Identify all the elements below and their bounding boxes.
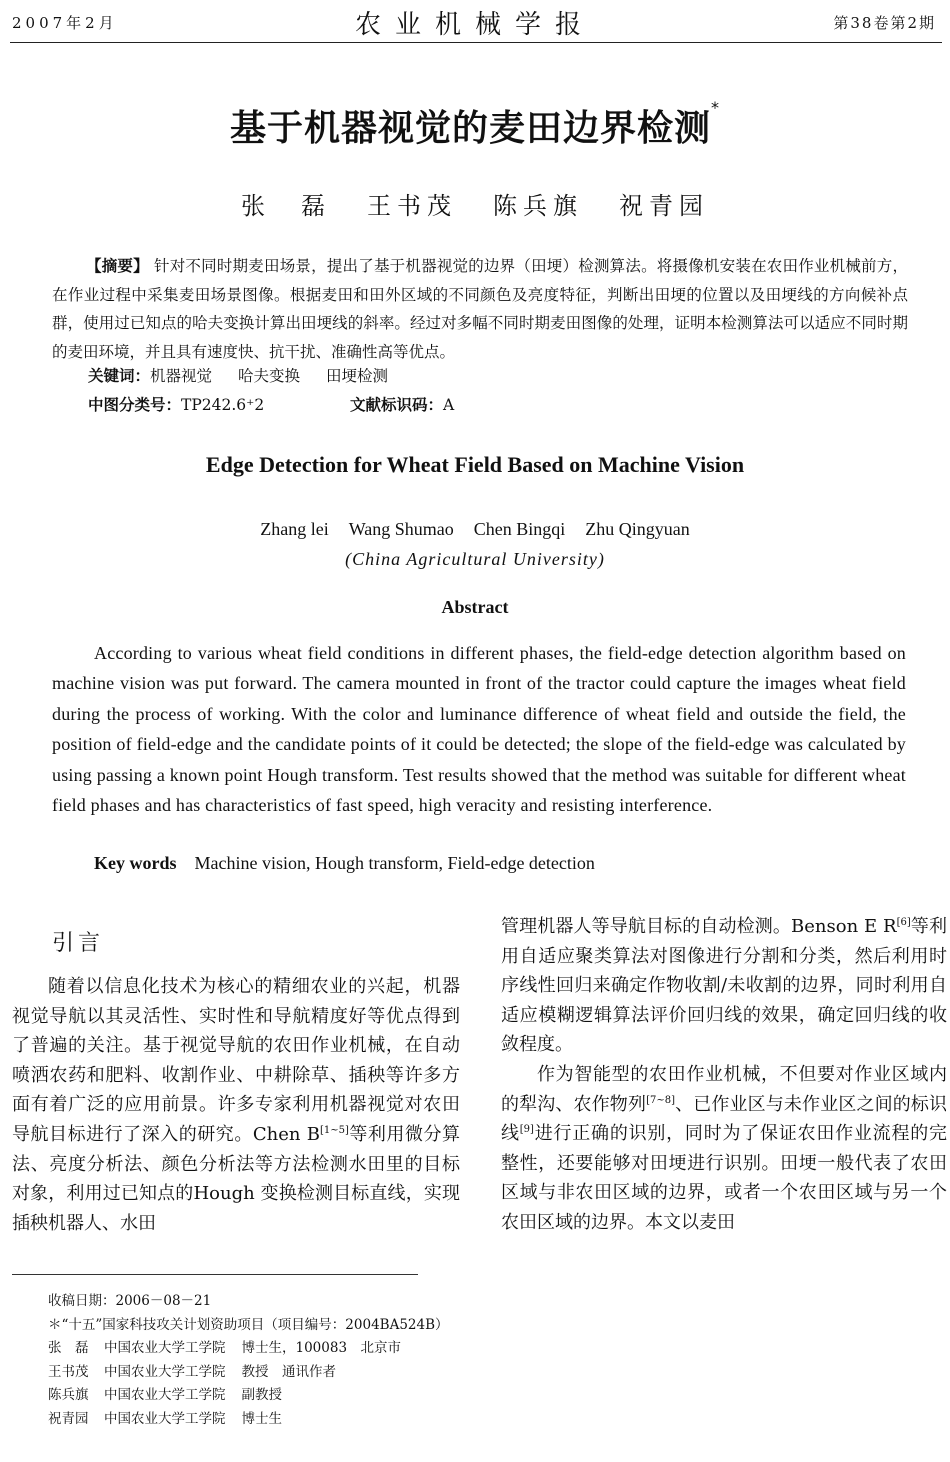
abstract-cn-text: 针对不同时期麦田场景，提出了基于机器视觉的边界（田埂）检测算法。将摄像机安装在农田作业机械前方，在作业过程中采集麦田场景图像。根据麦田和田外区域的不同颜色及亮度特征，判断出田埂的位置以及田埂线的方向候补点群，使用过已知点的哈夫变换计算出田埂线的斜率。经过对多幅不同时期麦田图像的处理，证明本检测算法可以适应不同时期的麦田环境，并且具有速度快、抗干扰、准确性高等优点。 (52, 257, 908, 361)
citation-ref: [6] (896, 917, 911, 928)
intro-paragraph-1-cont (501, 912, 947, 1060)
author-cn-2: 王书茂 (367, 192, 457, 220)
author-note-name: 王书茂 (48, 1363, 89, 1380)
author-note-org: 中国农业大学工学院 (104, 1340, 226, 1356)
author-note-org: 中国农业大学工学院 (104, 1387, 226, 1403)
keyword-cn-3: 田埂检测 (326, 367, 389, 385)
classification-line (88, 393, 455, 415)
abstract-en-text: According to various wheat field conditions in different phases, the field-edge detection algorithm based on machine vision was put forward. The camera mounted in front of the tractor could capture the images wheat field during the process of working. With the color and luminance difference of wheat field and outside the field, the position of field-edge and the candidate points of it could be detected; the slope of the field-edge was calculated by using passing a known point Hough transform. Test results showed that the method was suitable for different wheat field phases and has characteristics of fast speed, high veracity and resisting interference. (52, 643, 906, 816)
intro-p1-cont-text-b: 等利用自适应聚类算法对图像进行分割和分类，然后利用时序线性回归来确定作物收割/未收割的边界，同时利用自适应模糊逻辑算法评价回归线的效果，确定回归线的收敛程度。 (501, 916, 948, 1056)
author-note (48, 1384, 449, 1408)
intro-p1-cont-text-a: 管理机器人等导航目标的自动检测。Benson E R (501, 916, 897, 937)
header-volume: 第38卷第2期 (833, 14, 936, 32)
intro-paragraph-2 (501, 1060, 947, 1238)
author-en-3: Chen Bingqi (473, 519, 566, 539)
intro-p2-text-b: 、已作业区与未作业区之间的标识线 (501, 1093, 948, 1145)
author-en-1: Zhang lei (260, 519, 329, 539)
author-note-title: 博士生，100083 北京市 (241, 1340, 402, 1356)
intro-p1-text-a: 随着以信息化技术为核心的精细农业的兴起，机器视觉导航以其灵活性、实时性和导航精度好等优点得到了普遍的关注。基于视觉导航的农田作业机械，在自动喷洒农药和肥料、收割作业、中耕除草、插秧等许多方面有着广泛的应用前景。许多专家利用机器视觉对农田导航目标进行了深入的研究。Chen B (12, 976, 460, 1145)
classification-value: TP242.6⁺2 (181, 396, 265, 414)
author-cn-4: 祝青园 (619, 192, 709, 220)
abstract-en-heading: Abstract (441, 597, 509, 617)
author-en-4: Zhu Qingyuan (585, 519, 690, 539)
section-heading-intro: 引言 (52, 931, 105, 956)
keywords-cn (88, 364, 388, 386)
title-footnote-mark: * (711, 98, 720, 117)
paper-title-text: 基于机器视觉的麦田边界检测 (229, 108, 711, 149)
author-note-name: 陈兵旗 (48, 1387, 89, 1403)
citation-ref: [7~8] (646, 1094, 675, 1106)
received-date: 收稿日期：2006－08－21 (48, 1293, 212, 1309)
keywords-en (94, 853, 595, 874)
intro-p2-text-c: 进行正确的识别，同时为了保证农田作业流程的完整性，还要能够对田埂进行识别。田埂一般代表了农田区域与非农田区域的边界，或者一个农田区域与另一个农田区域的边界。本文以麦田 (501, 1123, 948, 1233)
authors-en (0, 519, 950, 540)
keyword-cn-2: 哈夫变换 (238, 367, 301, 385)
author-note-org: 中国农业大学工学院 (104, 1410, 226, 1427)
citation-ref: [1~5] (319, 1124, 349, 1136)
author-note-title: 博士生 (241, 1410, 282, 1427)
body-column-left (12, 972, 460, 1238)
doc-code (350, 393, 454, 415)
author-cn-1: 张 磊 (241, 192, 331, 220)
footnote-rule (12, 1274, 418, 1275)
author-note-title: 副教授 (241, 1387, 282, 1403)
citation-ref: [9] (519, 1124, 534, 1136)
authors-cn (0, 186, 950, 221)
footnotes (48, 1290, 449, 1431)
abstract-cn (52, 252, 908, 366)
author-note-name: 张 磊 (48, 1340, 89, 1356)
header-date: 2007年2月 (12, 14, 118, 32)
doc-code-label: 文献标识码： (350, 396, 444, 414)
author-en-2: Wang Shumao (348, 519, 454, 539)
affiliation-en: (China Agricultural University) (345, 549, 605, 569)
keywords-cn-label: 关键词： (88, 367, 151, 385)
abstract-cn-label: 【摘要】 (86, 257, 149, 275)
keywords-en-label: Key words (94, 853, 177, 873)
author-note (48, 1361, 449, 1385)
author-note (48, 1408, 449, 1432)
title-en: Edge Detection for Wheat Field Based on Machine Vision (205, 452, 745, 477)
doc-code-value: A (443, 396, 455, 414)
author-note-title: 教授 通讯作者 (241, 1363, 336, 1380)
body-column-right (501, 912, 947, 1238)
intro-paragraph-1 (12, 972, 460, 1238)
author-note-name: 祝青园 (48, 1410, 89, 1427)
journal-name: 农业机械学报 (354, 10, 595, 40)
keyword-cn-1: 机器视觉 (150, 367, 213, 385)
classification-label: 中图分类号： (88, 396, 182, 414)
intro-p2-text-a: 作为智能型的农田作业机械，不但要对作业区域内的犁沟、农作物列 (501, 1063, 947, 1115)
author-note (48, 1337, 449, 1361)
fund-note: ＊“十五”国家科技攻关计划资助项目（项目编号：2004BA524B） (48, 1316, 449, 1333)
paper-title (0, 100, 950, 151)
intro-p1-text-b: 等利用微分算法、亮度分析法、颜色分析法等方法检测水田里的目标对象，利用过已知点的Hough 变换检测目标直线，实现插秧机器人、水田 (12, 1123, 461, 1234)
keywords-en-text: Machine vision, Hough transform, Field-edge detection (194, 853, 595, 873)
author-cn-3: 陈兵旗 (493, 192, 583, 220)
author-note-org: 中国农业大学工学院 (104, 1363, 226, 1380)
header-rule (10, 42, 942, 43)
